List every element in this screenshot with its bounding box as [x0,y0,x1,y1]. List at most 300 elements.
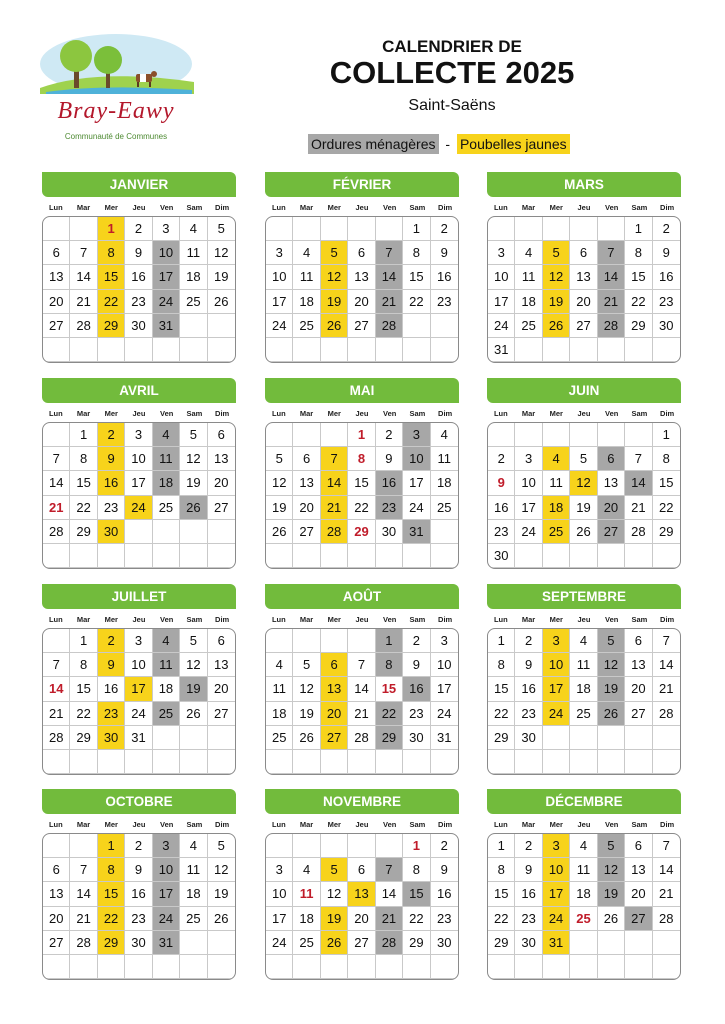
empty-cell [348,338,375,362]
empty-cell [208,520,235,544]
day-cell: 17 [125,471,152,495]
day-cell: 21 [653,882,680,906]
day-cell: 24 [403,496,430,520]
day-cell: 11 [570,653,597,677]
day-cell: 16 [125,882,152,906]
weekday-header [487,203,681,213]
day-cell: 30 [515,726,542,750]
day-cell: 17 [153,882,180,906]
day-cell: 25 [570,702,597,726]
day-cell: 5 [598,834,625,858]
day-cell: 30 [515,931,542,955]
day-cell: 22 [70,702,97,726]
weekday-label: Mer [104,820,118,829]
day-cell: 16 [403,677,430,701]
day-cell: 17 [125,677,152,701]
weekday-label: Sam [631,820,648,829]
day-cell: 1 [348,423,375,447]
day-cell: 1 [488,834,515,858]
day-cell: 17 [431,677,458,701]
empty-cell [625,955,652,979]
day-cell: 16 [431,265,458,289]
day-cell: 8 [488,653,515,677]
day-cell: 4 [543,447,570,471]
empty-cell [125,750,152,774]
empty-cell [625,750,652,774]
day-cell: 9 [515,858,542,882]
empty-cell [208,750,235,774]
day-cell: 8 [70,653,97,677]
weekday-label: Ven [605,203,619,212]
empty-cell [70,217,97,241]
empty-cell [266,338,293,362]
weekday-label: Jeu [355,615,369,624]
day-cell: 24 [153,290,180,314]
day-cell: 8 [403,241,430,265]
day-cell: 28 [376,314,403,338]
weekday-label: Ven [160,409,174,418]
empty-cell [153,544,180,568]
day-cell: 11 [266,677,293,701]
day-cell: 30 [431,931,458,955]
day-cell: 14 [598,265,625,289]
day-cell: 25 [153,496,180,520]
day-cell: 13 [625,653,652,677]
day-cell: 29 [625,314,652,338]
day-cell: 31 [125,726,152,750]
day-cell: 30 [98,520,125,544]
day-cell: 13 [43,265,70,289]
day-cell: 20 [570,290,597,314]
day-cell: 7 [598,241,625,265]
day-cell: 9 [488,471,515,495]
empty-cell [153,338,180,362]
day-cell: 28 [43,520,70,544]
empty-cell [293,423,320,447]
empty-cell [70,750,97,774]
day-cell: 22 [488,907,515,931]
weekday-label: Dim [438,615,453,624]
day-cell: 26 [598,907,625,931]
day-cell: 21 [321,496,348,520]
day-cell: 25 [293,931,320,955]
weekday-header [487,615,681,625]
day-cell: 21 [70,907,97,931]
weekday-label: Dim [215,615,230,624]
day-cell: 9 [125,858,152,882]
empty-cell [543,338,570,362]
day-cell: 7 [321,447,348,471]
day-grid [42,422,236,569]
day-cell: 14 [43,677,70,701]
weekday-header [487,820,681,830]
empty-cell [543,726,570,750]
day-cell: 18 [515,290,542,314]
day-cell: 17 [266,907,293,931]
day-cell: 20 [43,907,70,931]
day-cell: 6 [43,241,70,265]
day-cell: 15 [653,471,680,495]
day-grid [487,833,681,980]
day-cell: 6 [625,834,652,858]
day-cell: 22 [488,702,515,726]
day-cell: 31 [431,726,458,750]
day-cell: 10 [266,265,293,289]
day-cell: 12 [543,265,570,289]
empty-cell [348,217,375,241]
day-cell: 25 [543,520,570,544]
day-cell: 5 [598,629,625,653]
empty-cell [43,217,70,241]
day-cell: 1 [653,423,680,447]
day-cell: 1 [403,834,430,858]
day-cell: 30 [653,314,680,338]
day-cell: 3 [543,629,570,653]
day-cell: 20 [625,677,652,701]
empty-cell [266,217,293,241]
day-cell: 19 [598,677,625,701]
day-cell: 6 [321,653,348,677]
weekday-header [42,820,236,830]
day-cell: 11 [180,241,207,265]
weekday-label: Dim [660,820,675,829]
empty-cell [653,750,680,774]
empty-cell [321,338,348,362]
empty-cell [43,834,70,858]
weekday-label: Lun [271,820,286,829]
empty-cell [376,750,403,774]
day-cell: 15 [70,471,97,495]
month-title: SEPTEMBRE [487,584,681,609]
day-cell: 8 [625,241,652,265]
day-grid [265,628,459,775]
empty-cell [98,750,125,774]
day-cell: 2 [431,834,458,858]
day-cell: 28 [653,702,680,726]
weekday-label: Ven [605,615,619,624]
day-cell: 19 [293,702,320,726]
day-cell: 14 [348,677,375,701]
day-cell: 4 [570,834,597,858]
town-name: Saint-Saëns [408,97,496,114]
weekday-label: Ven [160,820,174,829]
day-cell: 29 [488,726,515,750]
weekday-label: Sam [186,203,203,212]
empty-cell [266,629,293,653]
month-calendar [487,584,681,775]
day-cell: 12 [208,858,235,882]
day-cell: 2 [98,423,125,447]
day-cell: 13 [348,265,375,289]
day-cell: 14 [43,471,70,495]
empty-cell [266,955,293,979]
day-grid [42,833,236,980]
day-cell: 17 [515,496,542,520]
weekday-header [42,409,236,419]
day-cell: 29 [653,520,680,544]
day-cell: 22 [403,907,430,931]
empty-cell [293,544,320,568]
day-cell: 22 [376,702,403,726]
weekday-label: Mer [104,615,118,624]
day-cell: 18 [293,290,320,314]
day-cell: 2 [488,447,515,471]
empty-cell [208,314,235,338]
day-cell: 27 [321,726,348,750]
day-grid [487,628,681,775]
day-cell: 27 [348,314,375,338]
weekday-label: Dim [438,409,453,418]
weekday-label: Jeu [577,615,591,624]
day-cell: 8 [70,447,97,471]
empty-cell [488,217,515,241]
day-cell: 16 [488,496,515,520]
day-cell: 4 [293,858,320,882]
weekday-label: Mar [76,203,91,212]
day-cell: 3 [266,241,293,265]
weekday-header [265,615,459,625]
empty-cell [125,338,152,362]
day-cell: 11 [570,858,597,882]
day-cell: 16 [98,471,125,495]
empty-cell [570,338,597,362]
day-cell: 23 [125,907,152,931]
empty-cell [598,423,625,447]
weekday-label: Lun [48,820,63,829]
weekday-label: Ven [383,820,397,829]
weekday-label: Dim [438,820,453,829]
day-cell: 19 [180,471,207,495]
day-cell: 29 [348,520,375,544]
empty-cell [570,931,597,955]
weekday-header [42,203,236,213]
day-cell: 22 [348,496,375,520]
day-cell: 9 [515,653,542,677]
day-cell: 16 [653,265,680,289]
day-grid [42,216,236,363]
day-cell: 16 [515,677,542,701]
empty-cell [180,338,207,362]
empty-cell [293,629,320,653]
weekday-label: Ven [383,615,397,624]
empty-cell [208,726,235,750]
day-cell: 25 [153,702,180,726]
weekday-label: Lun [493,203,508,212]
weekday-label: Mar [299,203,314,212]
day-cell: 6 [208,423,235,447]
day-cell: 14 [625,471,652,495]
day-cell: 27 [208,702,235,726]
month-calendar [42,172,236,363]
day-cell: 29 [70,520,97,544]
weekday-header [265,820,459,830]
day-cell: 19 [180,677,207,701]
empty-cell [208,338,235,362]
day-cell: 18 [153,677,180,701]
day-grid [487,216,681,363]
empty-cell [431,544,458,568]
day-cell: 3 [543,834,570,858]
day-cell: 10 [153,858,180,882]
day-cell: 31 [153,314,180,338]
empty-cell [625,726,652,750]
day-cell: 22 [403,290,430,314]
day-cell: 24 [543,907,570,931]
legend-yellow: Poubelles jaunes [457,134,570,154]
empty-cell [625,931,652,955]
weekday-label: Dim [215,409,230,418]
day-cell: 1 [376,629,403,653]
weekday-label: Sam [186,820,203,829]
empty-cell [431,955,458,979]
weekday-label: Jeu [355,820,369,829]
day-cell: 18 [570,882,597,906]
day-cell: 12 [598,653,625,677]
empty-cell [70,544,97,568]
empty-cell [598,544,625,568]
empty-cell [598,931,625,955]
day-cell: 12 [266,471,293,495]
empty-cell [153,955,180,979]
day-cell: 22 [625,290,652,314]
day-cell: 19 [543,290,570,314]
day-cell: 14 [70,882,97,906]
empty-cell [293,955,320,979]
day-cell: 11 [153,447,180,471]
day-cell: 1 [403,217,430,241]
day-cell: 10 [543,858,570,882]
day-cell: 19 [266,496,293,520]
day-cell: 10 [515,471,542,495]
weekday-label: Ven [383,203,397,212]
day-cell: 8 [403,858,430,882]
weekday-label: Jeu [355,409,369,418]
empty-cell [293,750,320,774]
empty-cell [43,338,70,362]
weekday-header [265,203,459,213]
day-cell: 1 [98,834,125,858]
day-cell: 13 [208,447,235,471]
empty-cell [598,726,625,750]
day-cell: 24 [431,702,458,726]
day-cell: 26 [180,496,207,520]
day-cell: 27 [625,702,652,726]
day-cell: 23 [431,290,458,314]
weekday-header [42,615,236,625]
legend-grey: Ordures ménagères [308,134,439,154]
day-cell: 8 [348,447,375,471]
weekday-label: Ven [605,820,619,829]
day-cell: 25 [266,726,293,750]
day-cell: 5 [293,653,320,677]
day-cell: 28 [625,520,652,544]
day-cell: 5 [321,241,348,265]
logo [36,30,196,148]
empty-cell [653,338,680,362]
day-cell: 7 [43,653,70,677]
day-cell: 30 [488,544,515,568]
weekday-label: Dim [438,203,453,212]
day-cell: 27 [43,314,70,338]
day-cell: 3 [488,241,515,265]
empty-cell [403,338,430,362]
trees-cow-icon [36,30,196,100]
month-calendar [265,378,459,569]
weekday-label: Sam [631,615,648,624]
day-cell: 21 [376,907,403,931]
day-cell: 13 [208,653,235,677]
empty-cell [348,834,375,858]
weekday-label: Mer [549,820,563,829]
day-cell: 30 [98,726,125,750]
weekday-label: Jeu [577,203,591,212]
day-cell: 10 [431,653,458,677]
day-cell: 23 [98,702,125,726]
weekday-label: Mar [521,203,536,212]
day-cell: 24 [266,314,293,338]
day-cell: 12 [180,447,207,471]
day-cell: 29 [488,931,515,955]
empty-cell [515,544,542,568]
empty-cell [598,750,625,774]
weekday-label: Dim [660,409,675,418]
day-cell: 15 [70,677,97,701]
empty-cell [321,955,348,979]
day-cell: 8 [98,241,125,265]
empty-cell [515,955,542,979]
day-cell: 14 [376,265,403,289]
empty-cell [625,544,652,568]
day-cell: 28 [376,931,403,955]
day-cell: 2 [431,217,458,241]
day-cell: 4 [515,241,542,265]
day-cell: 24 [125,702,152,726]
weekday-label: Mer [327,203,341,212]
empty-cell [403,314,430,338]
empty-cell [180,544,207,568]
day-cell: 10 [488,265,515,289]
empty-cell [515,338,542,362]
weekday-label: Dim [215,820,230,829]
empty-cell [348,750,375,774]
empty-cell [153,520,180,544]
day-cell: 7 [43,447,70,471]
day-grid [265,833,459,980]
empty-cell [376,338,403,362]
day-cell: 22 [653,496,680,520]
day-cell: 29 [376,726,403,750]
day-cell: 29 [70,726,97,750]
day-cell: 24 [266,931,293,955]
day-cell: 20 [208,677,235,701]
day-cell: 31 [153,931,180,955]
day-cell: 15 [403,882,430,906]
day-cell: 5 [180,629,207,653]
weekday-label: Lun [493,820,508,829]
empty-cell [598,338,625,362]
day-cell: 6 [293,447,320,471]
day-cell: 29 [98,931,125,955]
empty-cell [376,217,403,241]
day-grid [265,216,459,363]
day-cell: 23 [488,520,515,544]
day-cell: 18 [180,882,207,906]
day-cell: 13 [43,882,70,906]
weekday-label: Jeu [132,615,146,624]
day-cell: 21 [43,496,70,520]
empty-cell [570,726,597,750]
empty-cell [376,955,403,979]
